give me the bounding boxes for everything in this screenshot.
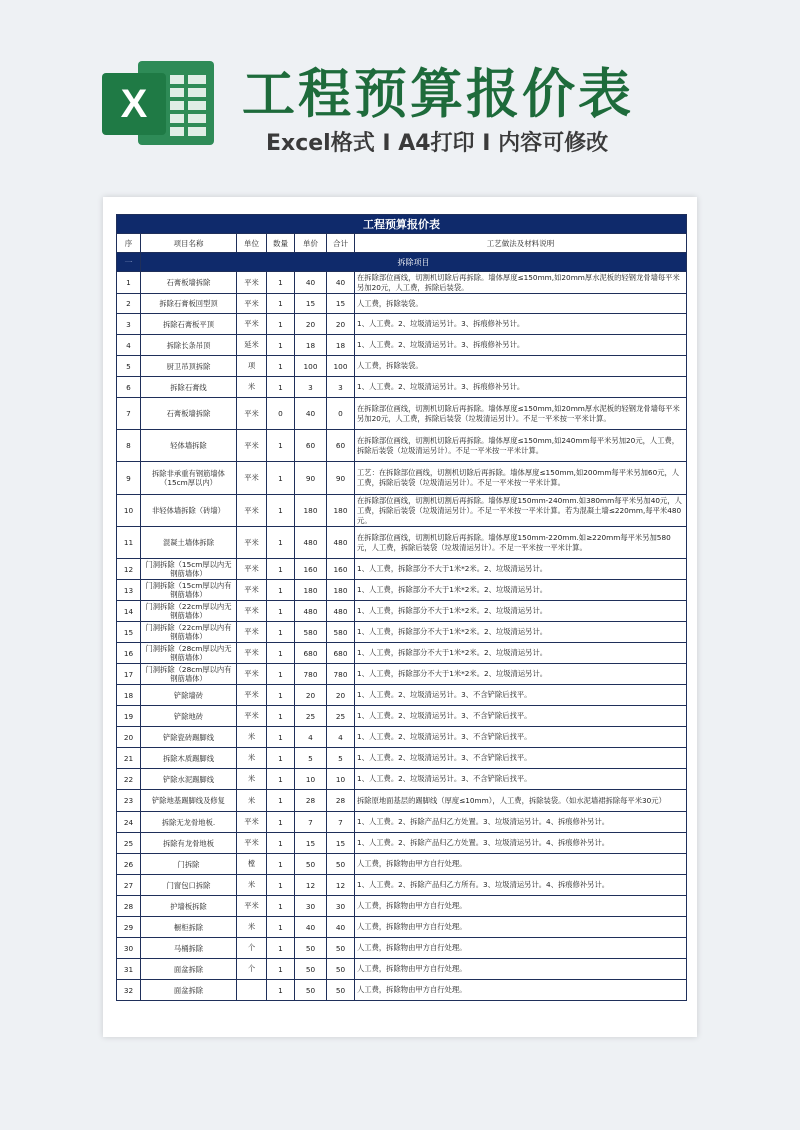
cell-row-index[interactable]: 32	[117, 980, 141, 1001]
cell-unit-price[interactable]: 15	[295, 294, 327, 314]
cell-unit-price[interactable]: 40	[295, 272, 327, 294]
cell-unit[interactable]: 米	[237, 790, 267, 812]
cell-quantity[interactable]: 0	[267, 398, 295, 430]
cell-description[interactable]: 1、人工费，拆除部分不大于1米*2米。2、垃圾清运另计。	[355, 643, 687, 664]
cell-row-index[interactable]: 1	[117, 272, 141, 294]
cell-description[interactable]: 工艺：在拆除部位画线，切割机切除后再拆除。墙体厚度≤150mm,如200mm每平米另加60元，人工费，拆除后装袋（垃圾清运另计）。不足一平米按一平米计算。	[355, 462, 687, 495]
table-row[interactable]	[117, 272, 687, 294]
cell-unit[interactable]: 平米	[237, 398, 267, 430]
cell-row-index[interactable]: 24	[117, 812, 141, 833]
cell-description[interactable]: 在拆除部位画线，切割机切除后再拆除。墙体厚度150mm-220mm.如≥220mm每平米另加580元，人工费，拆除后装袋（垃圾清运另计）。不足一平米按一平米计算。	[355, 527, 687, 559]
cell-description[interactable]: 人工费，拆除装袋。	[355, 356, 687, 377]
cell-total[interactable]: 50	[327, 854, 355, 875]
cell-total[interactable]: 480	[327, 601, 355, 622]
cell-item-name[interactable]: 面盆拆除	[141, 980, 237, 1001]
cell-unit-price[interactable]: 480	[295, 601, 327, 622]
cell-description[interactable]: 1、人工费。2、垃圾清运另计。3、不含铲除后找平。	[355, 706, 687, 727]
cell-item-name[interactable]: 拆除木质踢脚线	[141, 748, 237, 769]
cell-total[interactable]: 50	[327, 959, 355, 980]
cell-unit[interactable]: 米	[237, 377, 267, 398]
table-row[interactable]	[117, 790, 687, 812]
cell-unit-price[interactable]: 5	[295, 748, 327, 769]
table-header-row	[117, 234, 687, 253]
section-title: 拆除项目	[141, 253, 687, 272]
cell-total[interactable]: 20	[327, 314, 355, 335]
cell-description[interactable]: 1、人工费，拆除部分不大于1米*2米。2、垃圾清运另计。	[355, 664, 687, 685]
cell-quantity[interactable]: 1	[267, 938, 295, 959]
table-row[interactable]	[117, 335, 687, 356]
cell-unit-price[interactable]: 12	[295, 875, 327, 896]
table-row[interactable]	[117, 398, 687, 430]
cell-quantity[interactable]: 1	[267, 769, 295, 790]
cell-description[interactable]: 1、人工费。2、拆除产品归乙方处置。3、垃圾清运另计。4、拆痕修补另计。	[355, 833, 687, 854]
cell-unit[interactable]: 米	[237, 875, 267, 896]
cell-description[interactable]: 1、人工费。2、垃圾清运另计。3、拆痕修补另计。	[355, 335, 687, 356]
cell-unit[interactable]: 平米	[237, 462, 267, 495]
cell-unit-price[interactable]: 50	[295, 980, 327, 1001]
cell-description[interactable]: 人工费，拆除物由甲方自行处理。	[355, 854, 687, 875]
cell-total[interactable]: 50	[327, 938, 355, 959]
cell-total[interactable]: 15	[327, 833, 355, 854]
cell-unit-price[interactable]: 15	[295, 833, 327, 854]
cell-row-index[interactable]: 27	[117, 875, 141, 896]
cell-description[interactable]: 1、人工费，拆除部分不大于1米*2米。2、垃圾清运另计。	[355, 622, 687, 643]
cell-description[interactable]: 1、人工费，拆除部分不大于1米*2米。2、垃圾清运另计。	[355, 559, 687, 580]
cell-unit-price[interactable]: 7	[295, 812, 327, 833]
cell-quantity[interactable]: 1	[267, 727, 295, 748]
cell-total[interactable]: 180	[327, 495, 355, 527]
cell-quantity[interactable]: 1	[267, 272, 295, 294]
cell-unit[interactable]	[237, 980, 267, 1001]
col-header-description: 工艺做法及材料说明	[355, 234, 687, 253]
table-row[interactable]	[117, 527, 687, 559]
cell-quantity[interactable]: 1	[267, 833, 295, 854]
col-header-unit: 单位	[237, 234, 267, 253]
cell-description[interactable]: 1、人工费。2、拆除产品归乙方所有。3、垃圾清运另计。4、拆痕修补另计。	[355, 875, 687, 896]
header-banner	[0, 0, 800, 190]
cell-item-name[interactable]: 门洞拆除（15cm厚以内有钢筋墙体）	[141, 580, 237, 601]
cell-row-index[interactable]: 13	[117, 580, 141, 601]
cell-item-name[interactable]: 门洞拆除（22cm厚以内有钢筋墙体）	[141, 622, 237, 643]
cell-unit[interactable]: 平米	[237, 706, 267, 727]
cell-item-name[interactable]: 铲除地基踢脚线及修复	[141, 790, 237, 812]
spreadsheet-sheet	[103, 197, 697, 1037]
cell-unit[interactable]: 平米	[237, 896, 267, 917]
cell-description[interactable]: 拆除原地面基层的踢脚线（厚度≤10mm），人工费，拆除装袋。（如水泥墙裙拆除每平米30元）	[355, 790, 687, 812]
cell-row-index[interactable]: 16	[117, 643, 141, 664]
cell-row-index[interactable]: 14	[117, 601, 141, 622]
cell-unit[interactable]: 平米	[237, 664, 267, 685]
cell-row-index[interactable]: 9	[117, 462, 141, 495]
cell-description[interactable]: 1、人工费。2、垃圾清运另计。3、不含铲除后找平。	[355, 748, 687, 769]
cell-quantity[interactable]: 1	[267, 854, 295, 875]
cell-row-index[interactable]: 12	[117, 559, 141, 580]
cell-item-name[interactable]: 厨卫吊顶拆除	[141, 356, 237, 377]
cell-quantity[interactable]: 1	[267, 980, 295, 1001]
cell-item-name[interactable]: 门洞拆除（28cm厚以内有钢筋墙体）	[141, 664, 237, 685]
cell-row-index[interactable]: 7	[117, 398, 141, 430]
table-row[interactable]	[117, 727, 687, 748]
cell-total[interactable]: 480	[327, 527, 355, 559]
cell-item-name[interactable]: 铲除墙砖	[141, 685, 237, 706]
cell-unit-price[interactable]: 680	[295, 643, 327, 664]
cell-quantity[interactable]: 1	[267, 462, 295, 495]
table-row[interactable]	[117, 664, 687, 685]
cell-unit-price[interactable]: 480	[295, 527, 327, 559]
cell-unit[interactable]: 个	[237, 938, 267, 959]
cell-unit-price[interactable]: 60	[295, 430, 327, 462]
cell-unit[interactable]: 平米	[237, 559, 267, 580]
cell-unit[interactable]: 平米	[237, 812, 267, 833]
cell-unit[interactable]: 平米	[237, 685, 267, 706]
cell-unit-price[interactable]: 90	[295, 462, 327, 495]
cell-total[interactable]: 780	[327, 664, 355, 685]
col-header-total: 合计	[327, 234, 355, 253]
cell-total[interactable]: 90	[327, 462, 355, 495]
table-row[interactable]	[117, 812, 687, 833]
table-row[interactable]	[117, 748, 687, 769]
cell-item-name[interactable]: 石膏板墙拆除	[141, 272, 237, 294]
cell-description[interactable]: 1、人工费。2、拆除产品归乙方处置。3、垃圾清运另计。4、拆痕修补另计。	[355, 812, 687, 833]
cell-quantity[interactable]: 1	[267, 896, 295, 917]
cell-unit-price[interactable]: 50	[295, 959, 327, 980]
cell-unit-price[interactable]: 20	[295, 314, 327, 335]
cell-item-name[interactable]: 拆除非承重有钢筋墙体（15cm厚以内）	[141, 462, 237, 495]
budget-table	[116, 214, 687, 1001]
table-row[interactable]	[117, 833, 687, 854]
cell-row-index[interactable]: 23	[117, 790, 141, 812]
cell-unit-price[interactable]: 10	[295, 769, 327, 790]
cell-total[interactable]: 60	[327, 430, 355, 462]
table-row[interactable]	[117, 854, 687, 875]
table-row[interactable]	[117, 643, 687, 664]
cell-unit[interactable]: 平米	[237, 314, 267, 335]
cell-description[interactable]: 人工费，拆除物由甲方自行处理。	[355, 959, 687, 980]
cell-total[interactable]: 10	[327, 769, 355, 790]
cell-total[interactable]: 7	[327, 812, 355, 833]
cell-row-index[interactable]: 29	[117, 917, 141, 938]
excel-logo-icon	[100, 55, 218, 150]
cell-unit[interactable]: 个	[237, 959, 267, 980]
cell-unit-price[interactable]: 40	[295, 917, 327, 938]
cell-quantity[interactable]: 1	[267, 706, 295, 727]
table-row[interactable]	[117, 462, 687, 495]
cell-unit-price[interactable]: 50	[295, 938, 327, 959]
cell-row-index[interactable]: 6	[117, 377, 141, 398]
section-row	[117, 253, 687, 272]
cell-quantity[interactable]: 1	[267, 294, 295, 314]
cell-unit-price[interactable]: 50	[295, 854, 327, 875]
cell-item-name[interactable]: 铲除水泥踢脚线	[141, 769, 237, 790]
cell-unit[interactable]: 项	[237, 356, 267, 377]
cell-quantity[interactable]: 1	[267, 527, 295, 559]
cell-total[interactable]: 12	[327, 875, 355, 896]
cell-item-name[interactable]: 门洞拆除（15cm厚以内无钢筋墙体）	[141, 559, 237, 580]
table-row[interactable]	[117, 980, 687, 1001]
table-row[interactable]	[117, 559, 687, 580]
cell-quantity[interactable]: 1	[267, 335, 295, 356]
cell-unit-price[interactable]: 20	[295, 685, 327, 706]
cell-unit-price[interactable]: 25	[295, 706, 327, 727]
cell-description[interactable]: 在拆除部位画线，切割机切除后再拆除。墙体厚度≤150mm,如20mm厚水泥板的轻钢龙骨墙每平米另加20元，人工费，拆除后装袋（垃圾清运另计）。不足一平米按一平米计算。	[355, 398, 687, 430]
cell-row-index[interactable]: 30	[117, 938, 141, 959]
cell-unit-price[interactable]: 180	[295, 580, 327, 601]
cell-item-name[interactable]: 门洞拆除（22cm厚以内无钢筋墙体）	[141, 601, 237, 622]
cell-unit[interactable]: 平米	[237, 272, 267, 294]
cell-description[interactable]: 1、人工费。2、垃圾清运另计。3、不含铲除后找平。	[355, 727, 687, 748]
cell-quantity[interactable]: 1	[267, 664, 295, 685]
cell-description[interactable]: 1、人工费，拆除部分不大于1米*2米。2、垃圾清运另计。	[355, 580, 687, 601]
cell-unit-price[interactable]: 100	[295, 356, 327, 377]
cell-total[interactable]: 0	[327, 398, 355, 430]
cell-quantity[interactable]: 1	[267, 314, 295, 335]
cell-unit-price[interactable]: 580	[295, 622, 327, 643]
cell-description[interactable]: 人工费，拆除物由甲方自行处理。	[355, 938, 687, 959]
cell-item-name[interactable]: 面盆拆除	[141, 959, 237, 980]
cell-total[interactable]: 50	[327, 980, 355, 1001]
cell-quantity[interactable]: 1	[267, 812, 295, 833]
table-row[interactable]	[117, 938, 687, 959]
col-header-index: 序	[117, 234, 141, 253]
table-row[interactable]	[117, 356, 687, 377]
cell-row-index[interactable]: 17	[117, 664, 141, 685]
cell-unit-price[interactable]: 160	[295, 559, 327, 580]
cell-total[interactable]: 30	[327, 896, 355, 917]
cell-unit-price[interactable]: 780	[295, 664, 327, 685]
cell-item-name[interactable]: 石膏板墙拆除	[141, 398, 237, 430]
cell-item-name[interactable]: 铲除地砖	[141, 706, 237, 727]
cell-row-index[interactable]: 21	[117, 748, 141, 769]
cell-total[interactable]: 28	[327, 790, 355, 812]
cell-item-name[interactable]: 非轻体墙拆除（砖墙）	[141, 495, 237, 527]
cell-total[interactable]: 100	[327, 356, 355, 377]
cell-item-name[interactable]: 橱柜拆除	[141, 917, 237, 938]
cell-total[interactable]: 25	[327, 706, 355, 727]
cell-row-index[interactable]: 2	[117, 294, 141, 314]
page-subtitle: Excel格式 I A4打印 I 内容可修改	[266, 131, 609, 156]
cell-quantity[interactable]: 1	[267, 601, 295, 622]
cell-quantity[interactable]: 1	[267, 748, 295, 769]
cell-unit-price[interactable]: 40	[295, 398, 327, 430]
cell-total[interactable]: 160	[327, 559, 355, 580]
cell-description[interactable]: 1、人工费。2、垃圾清运另计。3、拆痕修补另计。	[355, 377, 687, 398]
col-header-qty: 数量	[267, 234, 295, 253]
cell-item-name[interactable]: 门拆除	[141, 854, 237, 875]
cell-quantity[interactable]: 1	[267, 685, 295, 706]
cell-unit[interactable]: 平米	[237, 495, 267, 527]
cell-quantity[interactable]: 1	[267, 875, 295, 896]
cell-description[interactable]: 人工费，拆除物由甲方自行处理。	[355, 917, 687, 938]
table-row[interactable]	[117, 377, 687, 398]
cell-row-index[interactable]: 28	[117, 896, 141, 917]
cell-item-name[interactable]: 混凝土墙体拆除	[141, 527, 237, 559]
cell-total[interactable]: 680	[327, 643, 355, 664]
cell-quantity[interactable]: 1	[267, 430, 295, 462]
cell-unit-price[interactable]: 28	[295, 790, 327, 812]
cell-unit[interactable]: 米	[237, 748, 267, 769]
cell-description[interactable]: 人工费，拆除物由甲方自行处理。	[355, 980, 687, 1001]
cell-quantity[interactable]: 1	[267, 622, 295, 643]
cell-quantity[interactable]: 1	[267, 377, 295, 398]
cell-unit-price[interactable]: 18	[295, 335, 327, 356]
col-header-name: 项目名称	[141, 234, 237, 253]
cell-quantity[interactable]: 1	[267, 643, 295, 664]
table-title: 工程预算报价表	[117, 215, 687, 234]
cell-unit[interactable]: 延米	[237, 335, 267, 356]
cell-unit[interactable]: 樘	[237, 854, 267, 875]
cell-row-index[interactable]: 4	[117, 335, 141, 356]
cell-unit[interactable]: 平米	[237, 527, 267, 559]
cell-unit[interactable]: 米	[237, 769, 267, 790]
cell-row-index[interactable]: 20	[117, 727, 141, 748]
cell-row-index[interactable]: 25	[117, 833, 141, 854]
table-row[interactable]	[117, 314, 687, 335]
cell-row-index[interactable]: 31	[117, 959, 141, 980]
cell-unit[interactable]: 平米	[237, 643, 267, 664]
cell-total[interactable]: 15	[327, 294, 355, 314]
cell-item-name[interactable]: 铲除瓷砖踢脚线	[141, 727, 237, 748]
cell-total[interactable]: 4	[327, 727, 355, 748]
table-row[interactable]	[117, 495, 687, 527]
table-row[interactable]	[117, 896, 687, 917]
cell-row-index[interactable]: 18	[117, 685, 141, 706]
cell-row-index[interactable]: 26	[117, 854, 141, 875]
cell-description[interactable]: 1、人工费。2、垃圾清运另计。3、拆痕修补另计。	[355, 314, 687, 335]
cell-item-name[interactable]: 拆除石膏板平顶	[141, 314, 237, 335]
cell-unit[interactable]: 平米	[237, 622, 267, 643]
col-header-price: 单价	[295, 234, 327, 253]
cell-description[interactable]: 1、人工费。2、垃圾清运另计。3、不含铲除后找平。	[355, 769, 687, 790]
cell-description[interactable]: 在拆除部位画线，切割机切除后再拆除。墙体厚度≤150mm,如20mm厚水泥板的轻钢龙骨墙每平米另加20元，人工费，拆除后装袋。	[355, 272, 687, 294]
table-row[interactable]	[117, 294, 687, 314]
table-row[interactable]	[117, 601, 687, 622]
cell-unit-price[interactable]: 30	[295, 896, 327, 917]
cell-row-index[interactable]: 15	[117, 622, 141, 643]
cell-description[interactable]: 1、人工费，拆除部分不大于1米*2米。2、垃圾清运另计。	[355, 601, 687, 622]
cell-quantity[interactable]: 1	[267, 917, 295, 938]
table-row[interactable]	[117, 917, 687, 938]
cell-total[interactable]: 20	[327, 685, 355, 706]
cell-quantity[interactable]: 1	[267, 959, 295, 980]
table-row[interactable]	[117, 580, 687, 601]
page-title: 工程预算报价表	[242, 64, 634, 125]
table-row[interactable]	[117, 685, 687, 706]
cell-row-index[interactable]: 19	[117, 706, 141, 727]
cell-unit[interactable]: 平米	[237, 430, 267, 462]
cell-item-name[interactable]: 拆除长条吊顶	[141, 335, 237, 356]
cell-item-name[interactable]: 门洞拆除（28cm厚以内无钢筋墙体）	[141, 643, 237, 664]
table-row[interactable]	[117, 875, 687, 896]
cell-quantity[interactable]: 1	[267, 559, 295, 580]
cell-row-index[interactable]: 10	[117, 495, 141, 527]
cell-row-index[interactable]: 5	[117, 356, 141, 377]
cell-quantity[interactable]: 1	[267, 495, 295, 527]
cell-unit[interactable]: 平米	[237, 833, 267, 854]
table-row[interactable]	[117, 622, 687, 643]
cell-unit[interactable]: 米	[237, 917, 267, 938]
cell-unit-price[interactable]: 3	[295, 377, 327, 398]
cell-unit-price[interactable]: 4	[295, 727, 327, 748]
cell-row-index[interactable]: 11	[117, 527, 141, 559]
cell-description[interactable]: 在拆除部位画线，切割机切除后再拆除。墙体厚度≤150mm,如240mm每平米另加20元，人工费，拆除后装袋（垃圾清运另计）。不足一平米按一平米计算。	[355, 430, 687, 462]
cell-description[interactable]: 1、人工费。2、垃圾清运另计。3、不含铲除后找平。	[355, 685, 687, 706]
cell-quantity[interactable]: 1	[267, 580, 295, 601]
cell-total[interactable]: 40	[327, 917, 355, 938]
cell-item-name[interactable]: 拆除无龙骨地板.	[141, 812, 237, 833]
cell-unit-price[interactable]: 180	[295, 495, 327, 527]
table-row[interactable]	[117, 769, 687, 790]
table-row[interactable]	[117, 706, 687, 727]
cell-item-name[interactable]: 拆除石膏板回型顶	[141, 294, 237, 314]
cell-row-index[interactable]: 8	[117, 430, 141, 462]
cell-row-index[interactable]: 3	[117, 314, 141, 335]
cell-unit[interactable]: 米	[237, 727, 267, 748]
cell-item-name[interactable]: 护墙板拆除	[141, 896, 237, 917]
cell-total[interactable]: 40	[327, 272, 355, 294]
cell-unit[interactable]: 平米	[237, 294, 267, 314]
cell-description[interactable]: 人工费，拆除装袋。	[355, 294, 687, 314]
cell-item-name[interactable]: 拆除石膏线	[141, 377, 237, 398]
logo-letter: X	[120, 82, 148, 126]
cell-unit[interactable]: 平米	[237, 580, 267, 601]
cell-description[interactable]: 在拆除部位画线，切割机切割后再拆除。墙体厚度150mm-240mm.如380mm每平米另加40元，人工费，拆除后装袋（垃圾清运另计）。不足一平米按一平米计算。若为混凝土墙≤220mm,每平米480元。	[355, 495, 687, 527]
cell-total[interactable]: 180	[327, 580, 355, 601]
table-title-row	[117, 215, 687, 234]
cell-item-name[interactable]: 门窗包口拆除	[141, 875, 237, 896]
cell-quantity[interactable]: 1	[267, 790, 295, 812]
cell-item-name[interactable]: 拆除有龙骨地板	[141, 833, 237, 854]
cell-row-index[interactable]: 22	[117, 769, 141, 790]
cell-item-name[interactable]: 马桶拆除	[141, 938, 237, 959]
cell-description[interactable]: 人工费，拆除物由甲方自行处理。	[355, 896, 687, 917]
table-row[interactable]	[117, 430, 687, 462]
section-index: 一	[117, 253, 141, 272]
cell-total[interactable]: 5	[327, 748, 355, 769]
cell-total[interactable]: 18	[327, 335, 355, 356]
cell-quantity[interactable]: 1	[267, 356, 295, 377]
table-row[interactable]	[117, 959, 687, 980]
cell-total[interactable]: 580	[327, 622, 355, 643]
cell-item-name[interactable]: 轻体墙拆除	[141, 430, 237, 462]
cell-unit[interactable]: 平米	[237, 601, 267, 622]
cell-total[interactable]: 3	[327, 377, 355, 398]
